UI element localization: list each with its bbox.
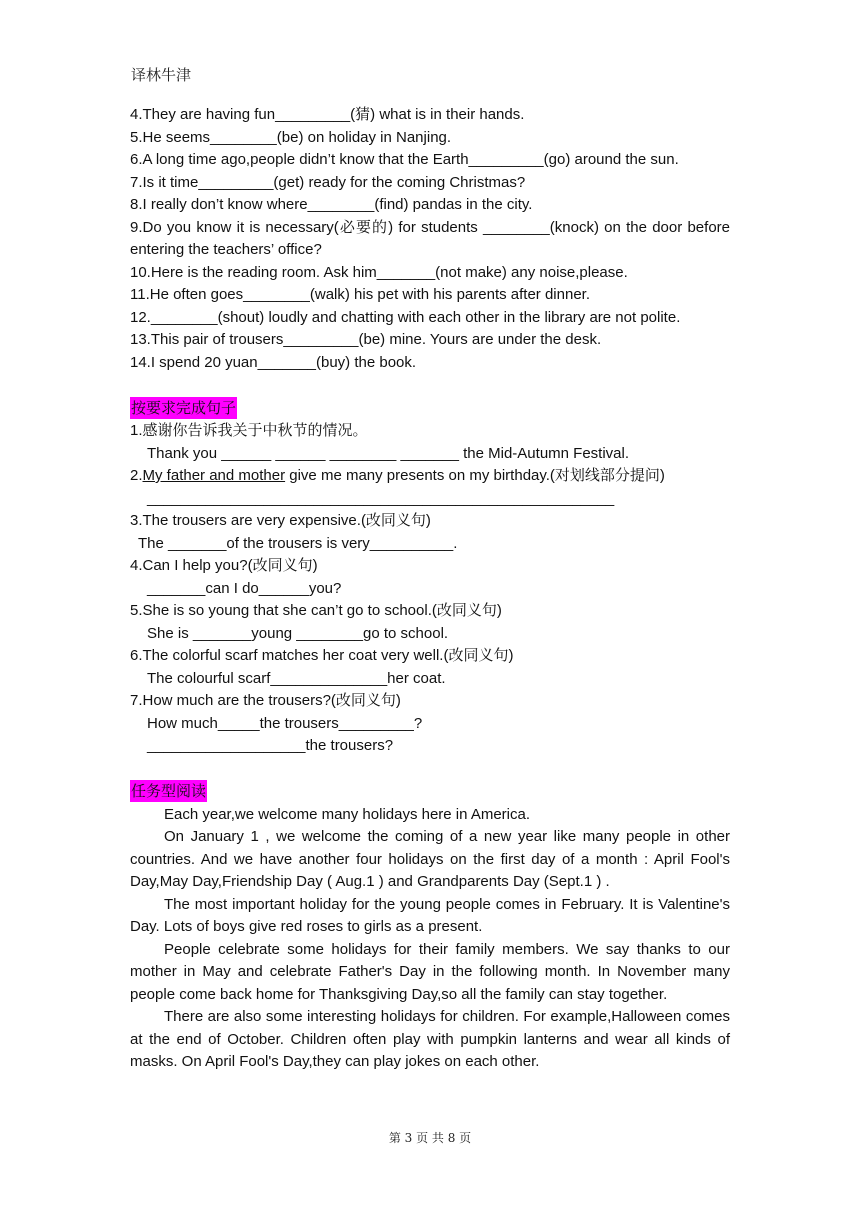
document-content	[130, 104, 730, 1074]
question-line: 2.My father and mother give me many presents on my birthday.(对划线部分提问)	[130, 467, 665, 484]
answer-line: Thank you ______ ______ ________ _______ the Mid-Autumn Festival.	[147, 444, 630, 462]
exercise-line: 10.Here is the reading room. Ask him_______(not make) any noise,please.	[130, 263, 628, 281]
answer-line: The _______of the trousers is very__________.	[138, 534, 458, 552]
exercise-line: 5.He seems________(be) on holiday in Nanjing.	[130, 128, 452, 146]
answer-line: ________________________________________________________	[147, 489, 615, 507]
task-reading-section	[130, 780, 730, 1074]
reading-paragraph: Each year,we welcome many holidays here in America.	[164, 805, 531, 823]
answer-line: The colourful scarf______________her coat.	[147, 669, 446, 687]
section-title-sentence-completion: 按要求完成句子	[131, 398, 237, 417]
reading-paragraph: People celebrate some holidays for their family members. We say thanks to our mother in May and celebrate Father's Day in the following month. In November many people come back home for Thanksgiving Day,so all the family can stay together.	[130, 940, 730, 1003]
answer-line: _______can I do______you?	[147, 579, 342, 597]
exercise-line: 6.A long time ago,people didn’t know that the Earth_________(go) around the sun.	[130, 151, 679, 168]
exercise-line: 7.Is it time_________(get) ready for the coming Christmas?	[130, 173, 526, 191]
sentence-completion-section	[130, 397, 730, 758]
section-title-task-reading: 任务型阅读	[131, 782, 207, 800]
reading-paragraph: There are also some interesting holidays for children. For example,Halloween comes at the end of October. Children often play with pumpkin lanterns and wear all kinds of masks. On April Fool's Day,they can play jokes on each other.	[130, 1008, 730, 1070]
underlined-phrase: My father and mother	[142, 467, 286, 484]
reading-paragraph: The most important holiday for the young people comes in February. It is Valentine's Day. Lots of boys give red roses to girls as a present.	[130, 895, 730, 935]
exercise-line: 12.________(shout) loudly and chatting with each other in the library are not polite.	[130, 308, 681, 326]
reading-paragraph: On January 1 , we welcome the coming of a new year like many people in other countries. And we have another four holidays on the first day of a month : April Fool's Day,May Day,Friendship Day ( Aug.1 ) and Grandparents Day (Sept.1 ) .	[130, 828, 730, 890]
answer-line: She is _______young ________go to school.	[147, 624, 449, 642]
question-line: 1.感谢你告诉我关于中秋节的情况。	[130, 422, 368, 439]
question-line: 7.How much are the trousers?(改同义句)	[130, 692, 401, 709]
fill-in-exercise-list	[130, 104, 730, 374]
page-number-footer: 第 3 页 共 8 页	[388, 1131, 472, 1145]
exercise-line: 9.Do you know it is necessary(必要的) for students ________(knock) on the door before entering the teachers’ office?	[130, 218, 730, 258]
exercise-line: 13.This pair of trousers_________(be) mine. Yours are under the desk.	[130, 331, 602, 348]
answer-line: ___________________the trousers?	[147, 737, 394, 754]
exercise-line: 11.He often goes________(walk) his pet with his parents after dinner.	[130, 286, 591, 303]
question-line: 4.Can I help you?(改同义句)	[130, 557, 318, 574]
page-header-title: 译林牛津	[131, 66, 192, 84]
question-line: 3.The trousers are very expensive.(改同义句)	[130, 512, 431, 529]
question-line: 5.She is so young that she can’t go to school.(改同义句)	[130, 602, 502, 619]
answer-line: How much_____the trousers_________?	[147, 714, 423, 732]
exercise-line: 4.They are having fun_________(猜) what is in their hands.	[130, 106, 525, 123]
exercise-line: 8.I really don’t know where________(find) pandas in the city.	[130, 196, 533, 213]
exercise-line: 14.I spend 20 yuan_______(buy) the book.	[130, 353, 417, 371]
question-line: 6.The colorful scarf matches her coat very well.(改同义句)	[130, 647, 514, 664]
